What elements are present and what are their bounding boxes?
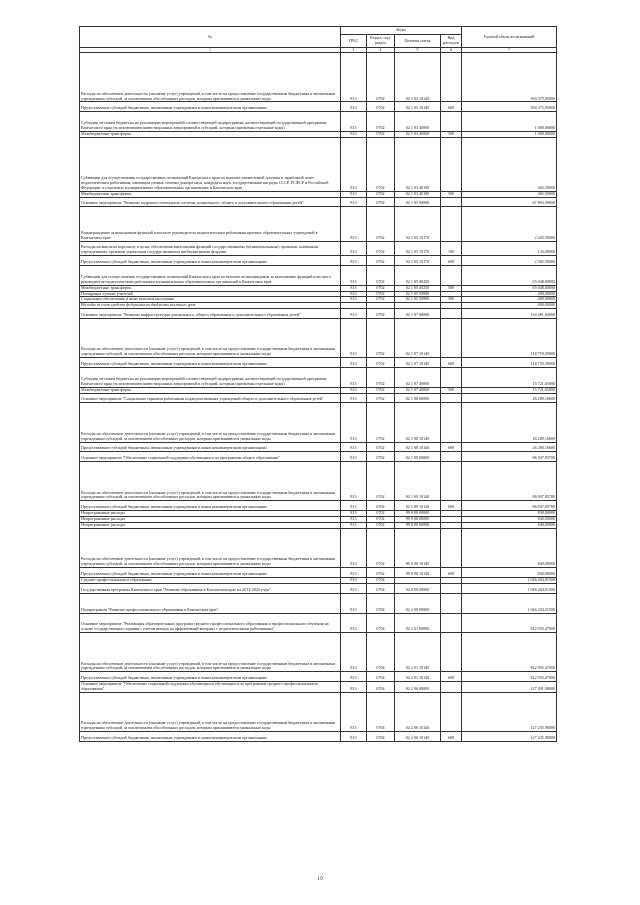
row-name: Расходы на обеспечение деятельности (оказание услуг) учреждений, в том числе на предоставление государственным бюджетным и автономным учреждениям субсидий, за исключением обособленных расходов, которым присваиваются уникальные коды <box>80 53 341 102</box>
row-name: Среднее профессиональное образование <box>80 577 341 583</box>
row-section: 0702 <box>367 517 395 523</box>
row-expense-type: 500 <box>441 131 462 137</box>
row-name: Основное мероприятие "Обеспечение социальной поддержки обучающихся обучающихся по программам среднего профессионального образования" <box>80 682 341 693</box>
table-row <box>80 241 557 256</box>
row-section: 0702 <box>367 393 395 403</box>
row-section: 0702 <box>367 53 395 102</box>
budget-table <box>79 26 557 742</box>
row-section: 0702 <box>367 442 395 452</box>
row-name: Субсидии местным бюджетам на реализацию мероприятий соответствующей подпрограммы соответствующей государственной программы Камчатского края (за исключением инвестиционных мероприятий и субсидий, которым присвоены отдельные коды) <box>80 368 341 388</box>
col-number: 7 <box>462 48 557 53</box>
row-grbs: 813 <box>341 319 367 358</box>
row-amount: 15 721,65000 <box>462 387 557 393</box>
row-target: 02 1 08 10140 <box>395 403 441 442</box>
row-amount: 394 375,05000 <box>462 53 557 102</box>
row-target: 99 0 00 00000 <box>395 517 441 523</box>
col-number: 1 <box>80 48 341 53</box>
row-grbs: 813 <box>341 583 367 593</box>
row-amount: 812 955,47000 <box>462 613 557 633</box>
row-amount: 1 000,00000 <box>462 131 557 137</box>
budget-table-sheet <box>79 26 556 742</box>
row-expense-type <box>441 137 462 191</box>
row-expense-type <box>441 319 462 358</box>
row-grbs: 813 <box>341 528 367 567</box>
row-grbs: 813 <box>341 403 367 442</box>
row-section: 0702 <box>367 266 395 286</box>
row-amount: 402,50000 <box>462 191 557 197</box>
col-number: 5 <box>395 48 441 53</box>
row-grbs: 813 <box>341 393 367 403</box>
row-expense-type <box>441 452 462 462</box>
row-section: 0702 <box>367 285 395 291</box>
row-amount: 65 048,00000 <box>462 285 557 291</box>
row-name: Предоставление субсидий бюджетным, автономным учреждениям и иным некоммерческим организациям <box>80 442 341 452</box>
row-target: 02 1 03 10140 <box>395 53 441 102</box>
row-expense-type <box>441 403 462 442</box>
row-amount: 26 280,16600 <box>462 442 557 452</box>
row-grbs: 813 <box>341 191 367 197</box>
row-expense-type <box>441 309 462 319</box>
row-expense-type <box>441 613 462 633</box>
table-row <box>80 452 557 462</box>
row-name: Межбюджетные трансферты <box>80 285 341 291</box>
row-section: 0704 <box>367 583 395 593</box>
row-target: 02 1 05 40250 <box>395 285 441 291</box>
table-row <box>80 672 557 682</box>
row-expense-type <box>441 682 462 693</box>
row-amount: 134 481,04000 <box>462 309 557 319</box>
row-name: Субсидии местным бюджетам на реализацию мероприятий соответствующей подпрограммы соответствующей государственной программы Камчатского края (за исключением инвестиционных мероприятий и субсидий, которым присвоены отдельные коды) <box>80 112 341 132</box>
row-grbs: 813 <box>341 613 367 633</box>
row-expense-type: 500 <box>441 191 462 197</box>
table-row <box>80 137 557 191</box>
row-target: 02 1 05 40250 <box>395 266 441 286</box>
row-target: 02 1 07 00000 <box>395 309 441 319</box>
row-grbs: 813 <box>341 291 367 297</box>
row-grbs: 813 <box>341 593 367 613</box>
row-expense-type <box>441 692 462 731</box>
row-name: Основное мероприятие "Развитие инфраструктуры дошкольного, общего образования и дополнительного образования детей" <box>80 309 341 319</box>
row-expense-type <box>441 368 462 388</box>
row-name: Субвенции для осуществления государственных полномочий Камчатского края по выплате вознаграждения за выполнение функций классного руководителя педагогическим работникам муниципальных образовательных организаций в Камчатском крае <box>80 266 341 286</box>
row-name: Расходы на обеспечение деятельности (оказание услуг) учреждений, в том числе на предоставление государственным бюджетным и автономным учреждениям субсидий, за исключением обособленных расходов, которым присваиваются уникальные коды <box>80 692 341 731</box>
row-grbs: 813 <box>341 309 367 319</box>
row-expense-type: 600 <box>441 442 462 452</box>
row-target: 02 2 00 00000 <box>395 593 441 613</box>
row-amount: 143,00000 <box>462 241 557 256</box>
row-section: 0702 <box>367 511 395 517</box>
table-row <box>80 682 557 693</box>
row-target: 02 1 05 10170 <box>395 241 441 256</box>
row-amount: 394 375,05000 <box>462 102 557 112</box>
row-name: Предоставление субсидий бюджетным, автономным учреждениям и иным некоммерческим организациям <box>80 501 341 511</box>
row-target: 02 2 01 10140 <box>395 633 441 672</box>
row-target: 02 1 07 40060 <box>395 387 441 393</box>
row-section: 0702 <box>367 102 395 112</box>
row-amount: 118 759,39000 <box>462 319 557 358</box>
row-amount: 840,00000 <box>462 517 557 523</box>
row-grbs: 813 <box>341 568 367 578</box>
header-name: № <box>80 27 341 48</box>
row-name: Предоставление субсидий бюджетным, автономным учреждениям и иным некоммерческим организациям <box>80 102 341 112</box>
row-name: Межбюджетные трансферты <box>80 387 341 393</box>
row-grbs: 813 <box>341 297 367 303</box>
table-row <box>80 442 557 452</box>
table-row <box>80 102 557 112</box>
header-amount: Годовой объем ассигнований <box>462 27 557 48</box>
row-name: Непрограммные расходы <box>80 522 341 528</box>
page-number: 19 <box>317 876 323 882</box>
row-amount: 127 235,98000 <box>462 692 557 731</box>
row-expense-type <box>441 528 462 567</box>
header-grbs: ГРБС <box>341 35 367 48</box>
row-amount: 400,00000 <box>462 303 557 309</box>
row-name: Предоставление субсидий бюджетным, автономным учреждениям и иным некоммерческим организациям <box>80 568 341 578</box>
row-expense-type: 500 <box>441 387 462 393</box>
row-section: 0702 <box>367 319 395 358</box>
row-grbs: 813 <box>341 692 367 731</box>
table-row <box>80 266 557 286</box>
row-name: Поощрение лучших учителей <box>80 291 341 297</box>
row-grbs: 813 <box>341 672 367 682</box>
row-expense-type <box>441 266 462 286</box>
row-grbs: 813 <box>341 368 367 388</box>
row-section: 0702 <box>367 522 395 528</box>
row-grbs: 813 <box>341 577 367 583</box>
row-target: 02 1 08 00000 <box>395 393 441 403</box>
row-expense-type <box>441 53 462 102</box>
row-grbs: 813 <box>341 241 367 256</box>
row-target: 02 1 03 40190 <box>395 191 441 197</box>
row-target: 02 1 05 50880 <box>395 291 441 297</box>
header-codes: Коды <box>341 27 462 35</box>
budget-rows <box>80 53 557 742</box>
row-section: 0702 <box>367 112 395 132</box>
row-section: 0702 <box>367 501 395 511</box>
row-amount: 840,00000 <box>462 511 557 517</box>
row-section: 0702 <box>367 462 395 501</box>
row-target: 02 2 06 10140 <box>395 732 441 742</box>
row-name: Субвенции для осуществления государственных полномочий Камчатского края по выплате ежемесячной доплаты к заработной плате педагогическим работникам, имеющим ученые степени доктора наук, кандидата наук, государственные награды СССР, РСФСР и Российской Федерации, в отдельных муниципальных образовательных организациях в Камчатском крае <box>80 137 341 191</box>
row-section: 0704 <box>367 682 395 693</box>
row-section: 0704 <box>367 633 395 672</box>
table-row <box>80 462 557 501</box>
row-target: 02 0 00 00000 <box>395 583 441 593</box>
table-row <box>80 633 557 672</box>
row-expense-type: 600 <box>441 568 462 578</box>
row-target: 02 1 03 10140 <box>395 102 441 112</box>
table-row <box>80 692 557 731</box>
table-row <box>80 528 557 567</box>
row-amount: 400,00000 <box>462 297 557 303</box>
table-row <box>80 732 557 742</box>
row-section: 0704 <box>367 613 395 633</box>
row-name: Основное мероприятие "Развитие кадрового потенциала системы дошкольного, общего и дополнительного образования детей" <box>80 197 341 207</box>
row-grbs: 813 <box>341 522 367 528</box>
row-name: Расходы на обеспечение деятельности (оказание услуг) учреждений, в том числе на предоставление государственным бюджетным и автономным учреждениям субсидий, за исключением обособленных расходов, которым присваиваются уникальные коды <box>80 528 341 567</box>
row-target: 02 1 05 00000 <box>395 197 441 207</box>
row-section: 0702 <box>367 197 395 207</box>
row-target: 02 1 05 50880 <box>395 297 441 303</box>
row-amount: 840,00000 <box>462 528 557 567</box>
row-grbs: 813 <box>341 207 367 241</box>
row-amount: 67 893,50000 <box>462 197 557 207</box>
row-expense-type: 600 <box>441 672 462 682</box>
row-expense-type <box>441 197 462 207</box>
row-section: 0704 <box>367 593 395 613</box>
table-row <box>80 568 557 578</box>
row-expense-type <box>441 583 462 593</box>
row-name: Основное мероприятие "Реализация образовательных программ среднего профессионального образования и профессионального обучения на основе государственного задания с учетом выхода на эффективный контракт с педагогическими работниками" <box>80 613 341 633</box>
row-section: 0702 <box>367 191 395 197</box>
table-row <box>80 501 557 511</box>
row-expense-type: 600 <box>441 358 462 368</box>
row-grbs: 813 <box>341 53 367 102</box>
row-amount: 1 000,00000 <box>462 112 557 132</box>
row-grbs: 813 <box>341 511 367 517</box>
row-amount: 86 947,85700 <box>462 462 557 501</box>
row-target: 99 0 00 00000 <box>395 522 441 528</box>
row-section: 0702 <box>367 207 395 241</box>
row-section: 0702 <box>367 256 395 266</box>
col-number: 3 <box>341 48 367 53</box>
row-amount: 402,50000 <box>462 137 557 191</box>
row-target: 02 1 03 40190 <box>395 137 441 191</box>
row-section: 0702 <box>367 452 395 462</box>
row-expense-type: 600 <box>441 501 462 511</box>
table-row <box>80 403 557 442</box>
row-target: 02 1 09 10140 <box>395 501 441 511</box>
row-section: 0702 <box>367 131 395 137</box>
row-grbs: 813 <box>341 285 367 291</box>
row-name: Расходы на обеспечение деятельности (оказание услуг) учреждений, в том числе на предоставление государственным бюджетным и автономным учреждениям субсидий, за исключением обособленных расходов, которым присваиваются уникальные коды <box>80 462 341 501</box>
row-amount: 26 280,16600 <box>462 403 557 442</box>
row-target: 02 1 05 10170 <box>395 207 441 241</box>
row-expense-type <box>441 112 462 132</box>
row-section: 0702 <box>367 387 395 393</box>
row-amount: 812 955,47000 <box>462 633 557 672</box>
table-row <box>80 207 557 241</box>
row-grbs: 813 <box>341 732 367 742</box>
row-target: 02 1 09 00000 <box>395 452 441 462</box>
row-target: 99 0 00 10140 <box>395 528 441 567</box>
row-name: Непрограммные расходы <box>80 517 341 523</box>
row-target: 02 2 06 10140 <box>395 692 441 731</box>
row-section: 0702 <box>367 528 395 567</box>
row-amount: 26 280,16600 <box>462 393 557 403</box>
row-expense-type: 100 <box>441 241 462 256</box>
row-section: 0704 <box>367 672 395 682</box>
row-section: 0702 <box>367 297 395 303</box>
row-grbs: 813 <box>341 112 367 132</box>
row-amount: 15 721,65000 <box>462 368 557 388</box>
row-expense-type <box>441 633 462 672</box>
row-name: Межбюджетные трансферты <box>80 131 341 137</box>
header-section: Раздел, под-раздел <box>367 35 395 48</box>
row-section: 0704 <box>367 577 395 583</box>
row-name: Государственная программа Камчатского края "Развитие образования в Камчатском крае на 2014-2020 годы" <box>80 583 341 593</box>
row-expense-type <box>441 393 462 403</box>
row-grbs: 813 <box>341 102 367 112</box>
row-name: Расходы на выплаты персоналу в целях обеспечения выполнения функций государственными (муниципальными) органами, казенными учреждениями, органами управления государственными внебюджетными фондами <box>80 241 341 256</box>
row-amount: 1 046 204,01500 <box>462 593 557 613</box>
col-number: 4 <box>367 48 395 53</box>
row-name: Расходы на обеспечение деятельности (оказание услуг) учреждений, в том числе на предоставление государственным бюджетным и автономным учреждениям субсидий, за исключением обособленных расходов, которым присваиваются уникальные коды <box>80 319 341 358</box>
row-grbs: 813 <box>341 633 367 672</box>
header-target: Целевая статья <box>395 35 441 48</box>
row-target: 02 1 07 10140 <box>395 358 441 368</box>
row-grbs: 813 <box>341 197 367 207</box>
table-row <box>80 112 557 132</box>
row-target: 02 1 07 10140 <box>395 319 441 358</box>
row-expense-type: 600 <box>441 732 462 742</box>
row-name: Межбюджетные трансферты <box>80 191 341 197</box>
table-row <box>80 256 557 266</box>
table-row <box>80 319 557 358</box>
row-name: Расходы на обеспечение деятельности (оказание услуг) учреждений, в том числе на предоставление государственным бюджетным и автономным учреждениям субсидий, за исключением обособленных расходов, которым присваиваются уникальные коды <box>80 403 341 442</box>
row-target: 02 2 01 10140 <box>395 672 441 682</box>
row-amount: 2 445,50000 <box>462 207 557 241</box>
row-amount: 118 759,39000 <box>462 358 557 368</box>
table-row <box>80 197 557 207</box>
row-grbs: 813 <box>341 442 367 452</box>
row-target: 99 0 00 00000 <box>395 511 441 517</box>
row-target: 02 1 08 10140 <box>395 442 441 452</box>
row-target: 02 2 06 00000 <box>395 682 441 693</box>
row-section: 0702 <box>367 368 395 388</box>
row-target: 02 1 03 40060 <box>395 112 441 132</box>
row-amount: 86 947,85700 <box>462 452 557 462</box>
row-grbs: 813 <box>341 501 367 511</box>
row-amount: 1 046 404,01500 <box>462 577 557 583</box>
table-row <box>80 368 557 388</box>
table-row <box>80 583 557 593</box>
row-amount: 86 947,85700 <box>462 501 557 511</box>
row-name: Расходы на обеспечение деятельности (оказание услуг) учреждений, в том числе на предоставление государственным бюджетным и автономным учреждениям субсидий, за исключением обособленных расходов, которым присваиваются уникальные коды <box>80 633 341 672</box>
table-row <box>80 53 557 102</box>
row-expense-type: 600 <box>441 256 462 266</box>
table-row <box>80 593 557 613</box>
row-grbs: 813 <box>341 682 367 693</box>
row-section: 0702 <box>367 309 395 319</box>
row-grbs: 813 <box>341 462 367 501</box>
row-target: 02 1 07 40060 <box>395 368 441 388</box>
table-row <box>80 309 557 319</box>
row-expense-type: 500 <box>441 285 462 291</box>
row-grbs: 813 <box>341 358 367 368</box>
row-section: 0702 <box>367 291 395 297</box>
row-target: 99 0 00 10140 <box>395 568 441 578</box>
row-amount: 840,00000 <box>462 568 557 578</box>
row-amount: 1 046 204,01500 <box>462 583 557 593</box>
row-section: 0704 <box>367 692 395 731</box>
row-amount: 812 955,47000 <box>462 672 557 682</box>
row-grbs: 813 <box>341 517 367 523</box>
row-grbs: 813 <box>341 266 367 286</box>
table-row <box>80 393 557 403</box>
row-expense-type <box>441 207 462 241</box>
row-grbs: 813 <box>341 137 367 191</box>
row-name: Основное мероприятие "Обеспечение социальной поддержки обучающихся по программам общего образования" <box>80 452 341 462</box>
row-section: 0704 <box>367 732 395 742</box>
row-target: 02 1 09 10140 <box>395 462 441 501</box>
row-name: Вознаграждение за выполнение функций классного руководителя педагогическим работникам краевых образовательных учреждений в Камчатском крае <box>80 207 341 241</box>
row-name: Расходы за счет средств федерального бюджета местного уров <box>80 303 341 309</box>
row-name: Предоставление субсидий бюджетным, автономным учреждениям и иным некоммерческим организациям <box>80 358 341 368</box>
row-name: Основное мероприятие "Социальные гарантии работникам подведомственных учреждений общего и дополнительного образования детей" <box>80 393 341 403</box>
row-name: Предоставление субсидий бюджетным, автономным учреждениям и иным некоммерческим организациям <box>80 256 341 266</box>
col-number: 6 <box>441 48 462 53</box>
row-section: 0702 <box>367 137 395 191</box>
row-grbs: 813 <box>341 452 367 462</box>
row-name: Предоставление субсидий бюджетным, автономным учреждениям и иным некоммерческим организациям <box>80 732 341 742</box>
row-amount: 840,00000 <box>462 522 557 528</box>
row-grbs: 813 <box>341 131 367 137</box>
row-name: Социальное обеспечение и иные выплаты населению <box>80 297 341 303</box>
row-section: 0702 <box>367 358 395 368</box>
row-target: 02 1 05 10170 <box>395 256 441 266</box>
row-section: 0702 <box>367 403 395 442</box>
row-amount: 127 235,98000 <box>462 732 557 742</box>
table-row <box>80 358 557 368</box>
table-row <box>80 613 557 633</box>
row-expense-type: 600 <box>441 102 462 112</box>
header-expense-type: Вид расходов <box>441 35 462 48</box>
row-amount: 400,00000 <box>462 291 557 297</box>
row-grbs: 813 <box>341 256 367 266</box>
row-expense-type <box>441 593 462 613</box>
row-expense-type: 300 <box>441 297 462 303</box>
row-section: 0702 <box>367 568 395 578</box>
row-target: 02 1 03 40060 <box>395 131 441 137</box>
row-name: Непрограммные расходы <box>80 511 341 517</box>
row-target: 02 2 01 00000 <box>395 613 441 633</box>
row-expense-type <box>441 462 462 501</box>
row-name: Предоставление субсидий бюджетным, автономным учреждениям и иным некоммерческим организациям <box>80 672 341 682</box>
row-amount: 2 302,50000 <box>462 256 557 266</box>
row-grbs: 813 <box>341 387 367 393</box>
row-section: 0702 <box>367 241 395 256</box>
row-name: Подпрограмма "Развитие профессионального образования в Камчатском крае" <box>80 593 341 613</box>
row-amount: 127 491,98000 <box>462 682 557 693</box>
row-amount: 65 048,00000 <box>462 266 557 286</box>
